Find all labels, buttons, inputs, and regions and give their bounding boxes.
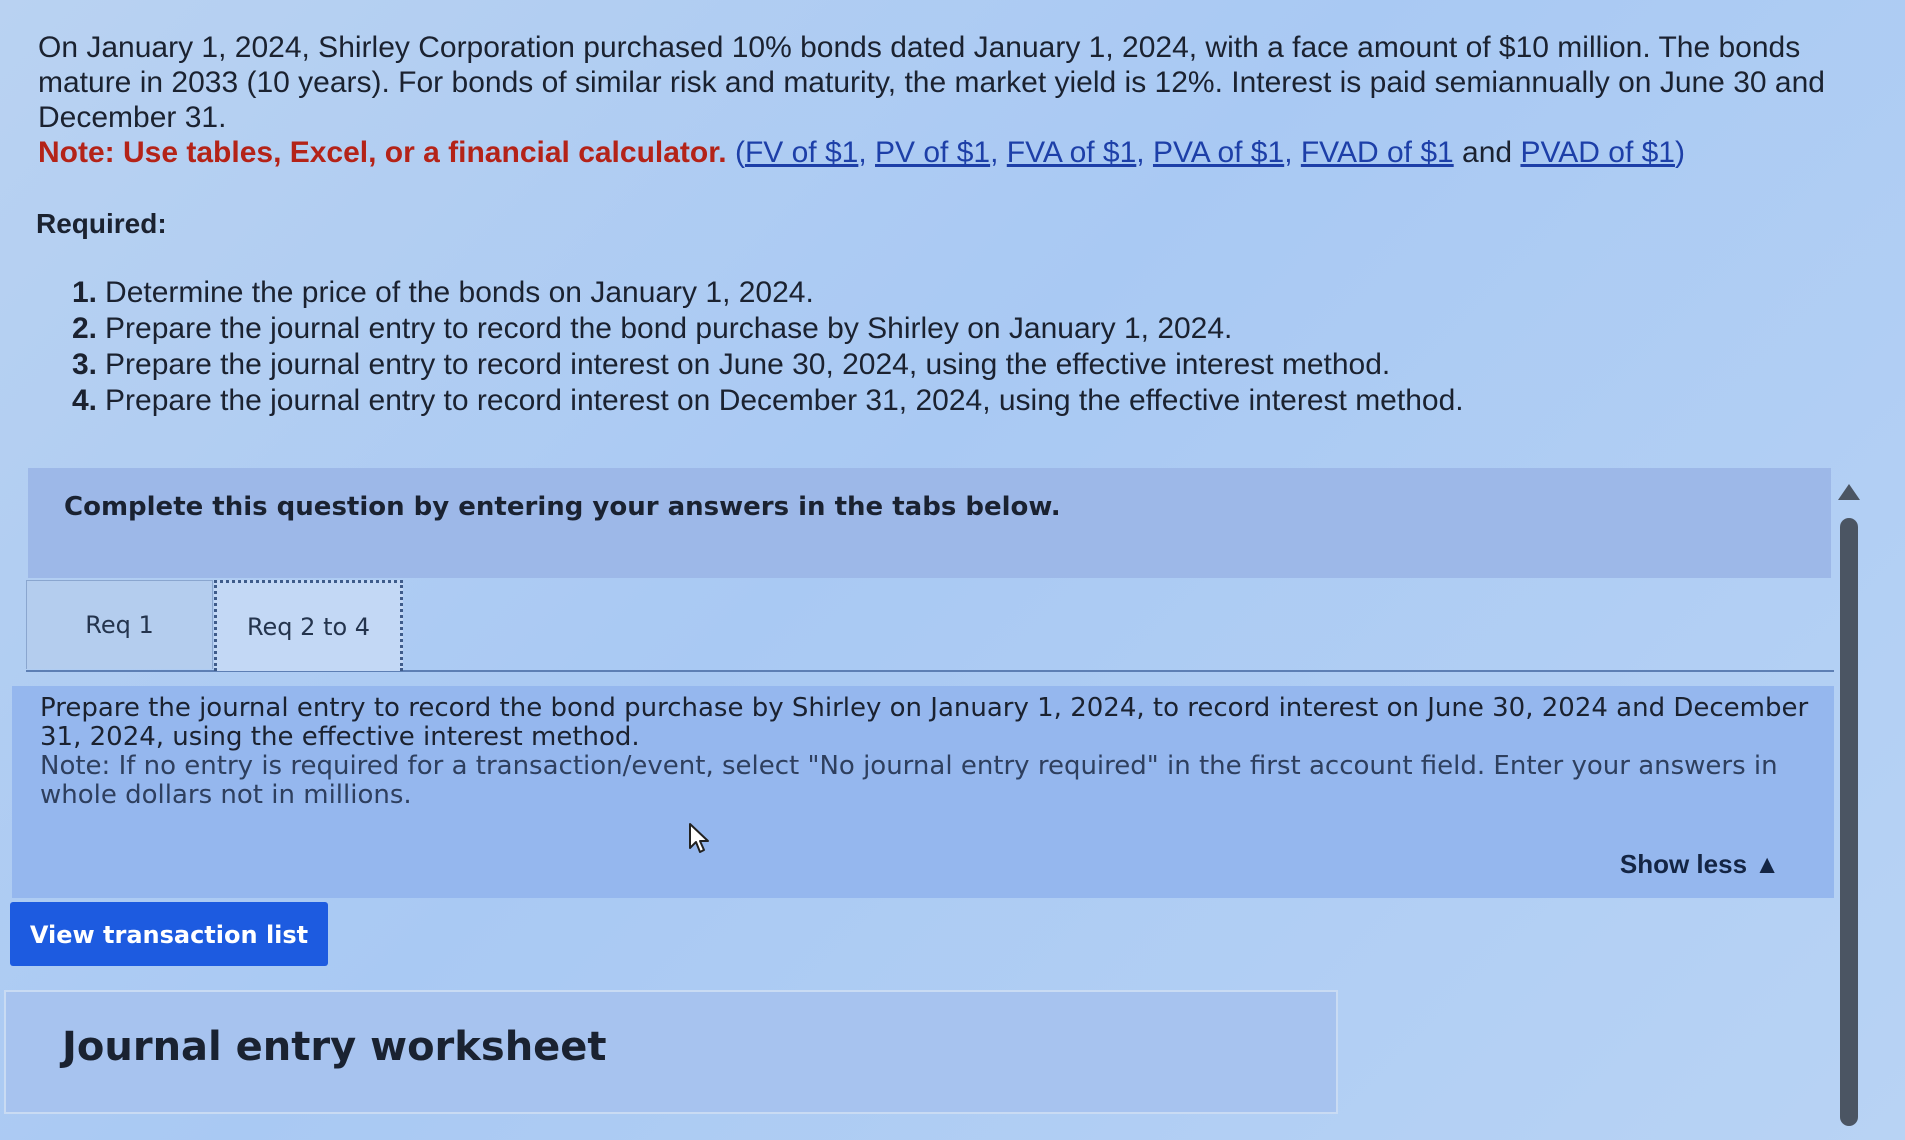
tab-bar (26, 580, 1834, 672)
scrollbar-thumb[interactable] (1840, 518, 1858, 1126)
link-pva-of-1[interactable]: PVA of $1 (1152, 136, 1285, 169)
and-word: and (1462, 136, 1513, 169)
required-item-text: Prepare the journal entry to record interest on December 31, 2024, using the effective interest method. (105, 384, 1464, 417)
tab-req-2-to-4[interactable]: Req 2 to 4 (214, 580, 403, 671)
instructions-banner (28, 468, 1831, 578)
required-item-text: Determine the price of the bonds on January 1, 2024. (105, 276, 814, 309)
show-less-toggle[interactable] (1620, 849, 1780, 880)
worksheet-title: Journal entry worksheet (62, 1024, 607, 1070)
mouse-pointer-icon (688, 822, 712, 856)
tab-instructions (12, 686, 1834, 898)
link-pvad-of-1[interactable]: PVAD of $1 (1520, 136, 1675, 169)
note-label: Note: Use tables, Excel, or a financial calculator. (38, 136, 727, 169)
required-item (72, 275, 1464, 311)
instructions-text: Prepare the journal entry to record the bond purchase by Shirley on January 1, 2024, to record interest on June 30, 2024 and December 31, 2024, using the effective interest method. (40, 693, 1809, 752)
journal-entry-worksheet (4, 990, 1338, 1114)
note-line: Note: Use tables, Excel, or a financial calculator. (FV of $1, PV of $1, FVA of $1, PVA of $1, FVAD of $1 and PVAD of $1) (38, 136, 1685, 169)
problem-statement (38, 30, 1868, 170)
required-item-number: 2. (72, 312, 98, 345)
show-less-label: Show less (1619, 849, 1748, 879)
link-pv-of-1[interactable]: PV of $1 (875, 136, 991, 169)
required-list (72, 275, 1464, 419)
required-item-number: 4. (72, 384, 98, 417)
required-item (72, 311, 1464, 347)
caret-up-icon: ▲ (1754, 849, 1780, 879)
required-item (72, 383, 1464, 419)
required-label: Required: (36, 208, 167, 239)
problem-text: On January 1, 2024, Shirley Corporation purchased 10% bonds dated January 1, 2024, with a face amount of $10 million. The bonds mature in 2033 (10 years). For bonds of similar risk and maturity, the market yield is 12%. Interest is paid semiannually on June 30 and December 31. (38, 31, 1825, 134)
link-fv-of-1[interactable]: FV of $1 (744, 136, 859, 169)
instructions-note: Note: If no entry is required for a transaction/event, select "No journal entry required" in the first account field. Enter your answers in whole dollars not in millions. (40, 751, 1778, 810)
banner-text: Complete this question by entering your answers in the tabs below. (64, 492, 1061, 522)
link-fvad-of-1[interactable]: FVAD of $1 (1300, 136, 1454, 169)
required-item-text: Prepare the journal entry to record the bond purchase by Shirley on January 1, 2024. (105, 312, 1233, 345)
required-item-number: 1. (72, 276, 98, 309)
required-item-text: Prepare the journal entry to record interest on June 30, 2024, using the effective interest method. (105, 348, 1391, 381)
view-transaction-list-button[interactable]: View transaction list (10, 902, 328, 966)
instructions-text-block (40, 694, 1820, 810)
scroll-up-arrow-icon[interactable] (1838, 484, 1860, 500)
link-fva-of-1[interactable]: FVA of $1 (1006, 136, 1137, 169)
tab-req-1[interactable]: Req 1 (26, 580, 213, 669)
required-item-number: 3. (72, 348, 98, 381)
required-item (72, 347, 1464, 383)
